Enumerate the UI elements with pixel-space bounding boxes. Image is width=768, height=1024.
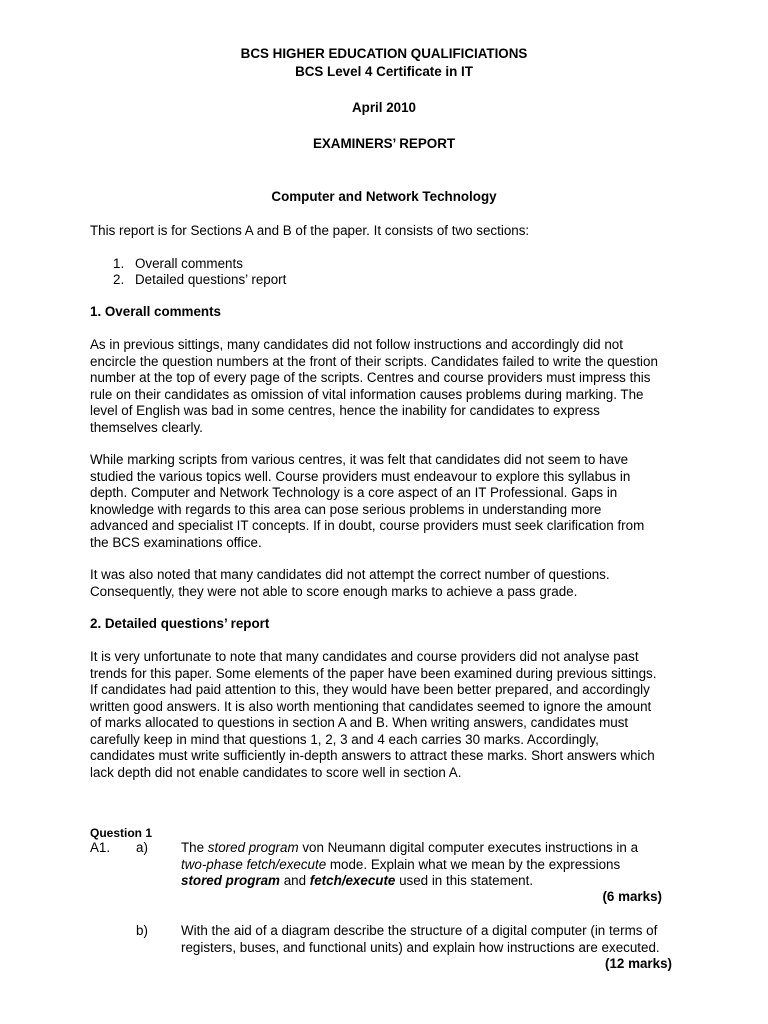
list-item xyxy=(113,272,286,289)
text-line: As in previous sittings, many candidates did not follow instructions and accordingly did not xyxy=(90,337,623,352)
text-line: level of English was bad in some centres, hence the inability for candidates to express xyxy=(90,403,600,418)
text-line: With the aid of a diagram describe the structure of a digital computer (in terms of xyxy=(181,923,658,938)
text-line: It is very unfortunate to note that many candidates and course providers did not analyse past xyxy=(90,649,639,664)
text-line: candidates must write sufficiently in-depth answers to attract these marks. Short answers which xyxy=(90,748,655,763)
list-number: 1. xyxy=(113,256,125,271)
list-label: Overall comments xyxy=(135,256,243,271)
header-line-1: BCS HIGHER EDUCATION QUALIFICIATIONS xyxy=(240,46,528,61)
overall-heading: 1. Overall comments xyxy=(90,304,221,319)
list-item xyxy=(113,256,243,273)
part-a-label: a) xyxy=(136,840,148,855)
list-number: 2. xyxy=(113,272,125,287)
text-line: carefully keep in mind that questions 1, 2, 3 and 4 each carries 30 marks. Accordingly, xyxy=(90,731,599,747)
subject-title: Computer and Network Technology xyxy=(271,189,497,204)
text-line: written good answers. It is also worth mentioning that candidates seemed to ignore the amount xyxy=(90,698,652,714)
part-b-text xyxy=(181,923,701,956)
text-line: number at the top of every page of the scripts. Centres and course providers must impress this xyxy=(90,370,651,385)
part-a-text xyxy=(181,840,681,890)
text-line: registers, buses, and functional units) and explain how instructions are executed. xyxy=(181,939,660,955)
text-line: If candidates had paid attention to this, they would have been better prepared, and accordingly xyxy=(90,682,650,697)
text-line: advanced and specialist IT concepts. If in doubt, course providers must seek clarification from xyxy=(90,518,645,533)
text-line: stored program and fetch/execute used in this statement. xyxy=(181,873,534,888)
text-line: trends for this paper. Some elements of the paper have been examined during previous sittings. xyxy=(90,665,657,681)
text-line: The stored program von Neumann digital computer executes instructions in a xyxy=(181,840,639,855)
part-b-marks: (12 marks) xyxy=(605,956,672,971)
text-line: themselves clearly. xyxy=(90,419,203,435)
text-line: the BCS examinations office. xyxy=(90,534,262,550)
text-line: encircle the question numbers at the front of their scripts. Candidates failed to write the question xyxy=(90,353,658,369)
header-line-2: BCS Level 4 Certificate in IT xyxy=(295,64,473,79)
text-line: of marks allocated to questions in section A and B. When writing answers, candidates must xyxy=(90,715,629,730)
overall-paragraph-2 xyxy=(90,452,690,551)
question-1-heading: Question 1 xyxy=(90,826,153,840)
part-a-marks: (6 marks) xyxy=(602,889,662,904)
text-line: studied the various topics well. Course providers must endeavour to explore this syllabus in xyxy=(90,468,631,484)
report-date: April 2010 xyxy=(351,100,416,115)
intro-text: This report is for Sections A and B of the paper. It consists of two sections: xyxy=(90,223,530,238)
detailed-heading: 2. Detailed questions’ report xyxy=(90,616,270,631)
text-line: depth. Computer and Network Technology is a core aspect of an IT Professional. Gaps in xyxy=(90,485,618,500)
part-b-label: b) xyxy=(136,923,148,938)
text-line: rule on their candidates as omission of vital information causes problems during marking. The xyxy=(90,386,644,402)
text-line: Consequently, they were not able to score enough marks to achieve a pass grade. xyxy=(90,583,578,599)
text-line: While marking scripts from various centres, it was felt that candidates did not seem to have xyxy=(90,452,629,467)
overall-paragraph-1 xyxy=(90,337,690,436)
text-line: knowledge with regards to this area can pose serious problems in understanding more xyxy=(90,501,602,517)
text-line: two-phase fetch/execute mode. Explain what we mean by the expressions xyxy=(181,856,621,872)
text-line: lack depth did not enable candidates to score well in section A. xyxy=(90,764,462,780)
detailed-paragraph xyxy=(90,649,690,781)
list-label: Detailed questions’ report xyxy=(135,272,287,287)
overall-paragraph-3 xyxy=(90,567,690,600)
report-title: EXAMINERS’ REPORT xyxy=(312,136,456,151)
question-number: A1. xyxy=(90,840,111,855)
text-line: It was also noted that many candidates did not attempt the correct number of questions. xyxy=(90,567,610,582)
